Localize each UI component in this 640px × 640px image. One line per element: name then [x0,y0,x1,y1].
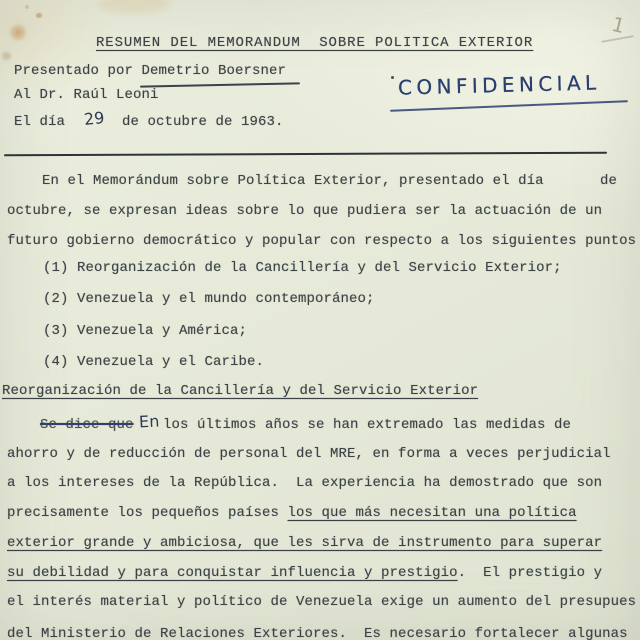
stain-spot [36,13,42,18]
presented-by-name: Demetrio Boersner [141,63,287,79]
handwritten-insert: En [137,411,160,432]
intro-line-1: En el Memorándum sobre Política Exterior, presentado el día [42,173,544,189]
section-line-1 [40,411,572,433]
section-line-6-underlined: su debilidad y para conquistar influencia y prestigio [7,565,458,581]
date-prefix: El día [14,114,66,130]
handwritten-day: 29 [83,107,106,130]
section-line-4 [7,506,577,521]
stain-spot [98,0,170,14]
presented-by-prefix: Presentado por [14,63,142,79]
section-line-1-rest: los últimos años se han extremado las medidas de [162,417,572,433]
section-line-2: ahorro y de reducción de personal del MRE, en forma a veces perjudicial [7,446,611,462]
list-item-3: (3) Venezuela y América; [43,323,248,339]
section-line-4-plain: precisamente los pequeños países [7,505,288,521]
divider-rule [4,152,607,157]
intro-line-3: futuro gobierno democrático y popular con respecto a los siguientes puntos [7,233,637,249]
document-title: RESUMEN DEL MEMORANDUM SOBRE POLITICA EXTERIOR [96,35,534,51]
presented-by-line [14,64,286,79]
stain-spot [9,24,27,41]
struck-text: Se dice que [40,417,134,433]
intro-line-1-end: de [600,173,618,189]
section-heading: Reorganización de la Cancillería y del Servicio Exterior [2,383,479,399]
stain-spot [2,52,11,60]
page-number-annotation: 1 [609,11,628,39]
confidencial-underline [390,100,628,112]
confidencial-stamp: CONFIDENCIAL [397,70,601,100]
stain-spot [25,5,29,9]
section-line-6 [7,566,602,581]
section-line-7: el interés material y político de Venezuela exige un aumento del presupues [7,594,637,610]
list-item-2: (2) Venezuela y el mundo contemporáneo; [43,291,375,307]
list-item-4: (4) Venezuela y el Caribe. [43,354,265,370]
section-line-5: exterior grande y ambiciosa, que les sirva de instrumento para superar [7,535,603,551]
date-rest: de octubre de 1963. [122,114,284,130]
intro-line-2: octubre, se expresan ideas sobre lo que pudiera ser la actuación de un [7,203,603,219]
name-ink-underline [140,82,300,87]
section-line-4-underlined: los que más necesitan una política [287,505,577,521]
list-item-1: (1) Reorganización de la Cancillería y del Servicio Exterior; [43,260,562,276]
section-line-3: a los intereses de la República. La experiencia ha demostrado que son [7,475,603,491]
addressee-line: Al Dr. Raúl Leoni [14,87,159,103]
section-line-8-clipped: del Ministerio de Relaciones Exteriores. Es necesario fortalecer algunas [7,626,628,640]
ink-speck [391,76,394,79]
section-line-6-rest: . El prestigio y [457,565,603,581]
